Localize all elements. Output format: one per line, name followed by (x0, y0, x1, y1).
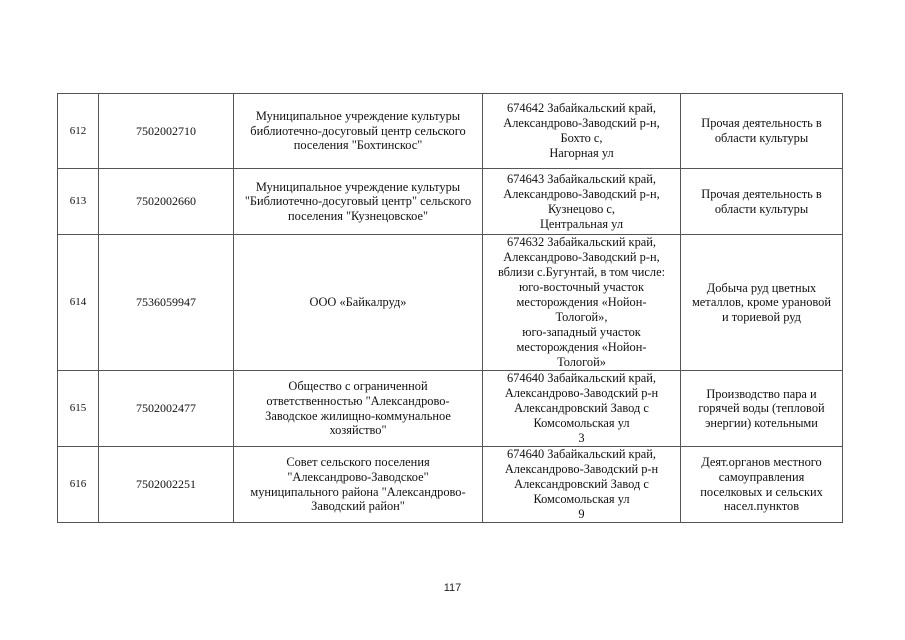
row-number-cell: 613 (58, 169, 99, 235)
cell-text-line: Бохто с, (560, 131, 603, 145)
organization-name-cell (234, 169, 483, 235)
cell-text-line: Кузнецово с, (547, 201, 616, 216)
cell-text-line: Прочая деятельность в (701, 186, 822, 201)
address-cell (483, 235, 681, 371)
cell-text-line: 674642 Забайкальский край, (506, 101, 656, 115)
page-number: 117 (443, 582, 462, 594)
cell-text-line: поселковых и сельских (700, 484, 823, 499)
cell-text-line: месторождения «Нойон- (516, 340, 647, 354)
cell-text-line: месторождения «Нойон- (516, 295, 647, 309)
table-row (58, 94, 843, 169)
cell-text-line: насел.пунктов (723, 499, 800, 514)
cell-text-line: Александрово-Заводский р-н (504, 386, 659, 400)
organization-name-cell (234, 235, 483, 371)
cell-text-line: 674640 Забайкальский край, (506, 371, 656, 385)
cell-text-line: Прочая деятельность в (701, 116, 822, 131)
cell-text-line: ответственностью "Александрово- (266, 393, 450, 408)
cell-text-line: поселения "Бохтинскос" (293, 138, 423, 153)
activity-cell (681, 94, 843, 169)
cell-text-line: Заводское жилищно-коммунальное (265, 408, 451, 423)
cell-text-line: Заводский район" (311, 499, 405, 514)
cell-text-line: Комсомольская ул (533, 416, 630, 430)
cell-text-line: и ториевой руд (722, 309, 801, 324)
cell-text-line: 674640 Забайкальский край, (506, 447, 656, 461)
organizations-table (57, 93, 843, 523)
cell-text-line: юго-западный участок (522, 325, 641, 339)
table-row (58, 447, 843, 523)
activity-cell (681, 235, 843, 371)
address-cell (483, 169, 681, 235)
inn-cell: 7502002710 (99, 94, 234, 169)
organization-name-cell (234, 447, 483, 523)
cell-text-line: энергии) котельными (705, 415, 818, 430)
cell-text-line: юго-восточный участок (518, 280, 645, 294)
table-row (58, 235, 843, 371)
table-row (58, 371, 843, 447)
row-number-cell: 614 (58, 235, 99, 371)
table-row (58, 169, 843, 235)
address-cell (483, 371, 681, 447)
cell-text-line: 3 (578, 431, 585, 445)
cell-text-line: ООО «Байкалруд» (309, 295, 407, 310)
inn-cell: 7502002251 (99, 447, 234, 523)
cell-text-line: Добыча руд цветных (706, 280, 817, 295)
cell-text-line: 9 (578, 507, 585, 521)
cell-text-line: 674632 Забайкальский край, (506, 235, 656, 249)
row-number-cell: 615 (58, 371, 99, 447)
cell-text-line: "Библиотечно-досуговый центр" сельского (244, 194, 472, 209)
cell-text-line: Александрово-Заводский р-н, (503, 116, 660, 130)
cell-text-line: Александрово-Заводский р-н, (503, 250, 660, 264)
cell-text-line: Производство пара и (706, 386, 817, 401)
inn-cell: 7536059947 (99, 235, 234, 371)
row-number-cell: 612 (58, 94, 99, 169)
cell-text-line: горячей воды (тепловой (698, 401, 825, 416)
inn-cell: 7502002660 (99, 169, 234, 235)
inn-cell: 7502002477 (99, 371, 234, 447)
activity-cell (681, 447, 843, 523)
cell-text-line: Деят.органов местного (701, 455, 822, 470)
cell-text-line: вблизи с.Бугунтай, в том числе: (497, 265, 666, 279)
cell-text-line: Александровский Завод с (514, 401, 649, 415)
cell-text-line: "Александрово-Заводское" (287, 469, 429, 484)
cell-text-line: Александрово-Заводский р-н, (503, 186, 660, 201)
cell-text-line: самоуправления (718, 469, 805, 484)
cell-text-line: Тологой» (557, 355, 606, 369)
cell-text-line: Нагорная ул (549, 146, 614, 160)
cell-text-line: области культуры (714, 131, 809, 145)
address-cell (483, 447, 681, 523)
cell-text-line: муниципального района "Александрово- (250, 484, 466, 499)
cell-text-line: Центральная ул (539, 216, 624, 231)
cell-text-line: хозяйство" (329, 423, 387, 438)
row-number-cell: 616 (58, 447, 99, 523)
cell-text-line: поселения "Кузнецовское" (287, 208, 429, 223)
cell-text-line: Александровский Завод с (514, 477, 649, 491)
cell-text-line: 674643 Забайкальский край, (506, 171, 656, 186)
organization-name-cell (234, 371, 483, 447)
address-cell (483, 94, 681, 169)
cell-text-line: Общество с ограниченной (288, 379, 428, 394)
cell-text-line: металлов, кроме урановой (691, 295, 832, 310)
organization-name-cell (234, 94, 483, 169)
cell-text-line: Муниципальное учреждение культуры (255, 179, 461, 194)
cell-text-line: Тологой», (555, 310, 608, 324)
cell-text-line: Муниципальное учреждение культуры (255, 109, 461, 124)
activity-cell (681, 169, 843, 235)
cell-text-line: библиотечно-досуговый центр сельского (250, 123, 466, 138)
cell-text-line: области культуры (714, 201, 809, 216)
table-body (58, 94, 843, 523)
cell-text-line: Александрово-Заводский р-н (504, 462, 659, 476)
activity-cell (681, 371, 843, 447)
cell-text-line: Комсомольская ул (533, 492, 630, 506)
cell-text-line: Совет сельского поселения (286, 455, 430, 470)
